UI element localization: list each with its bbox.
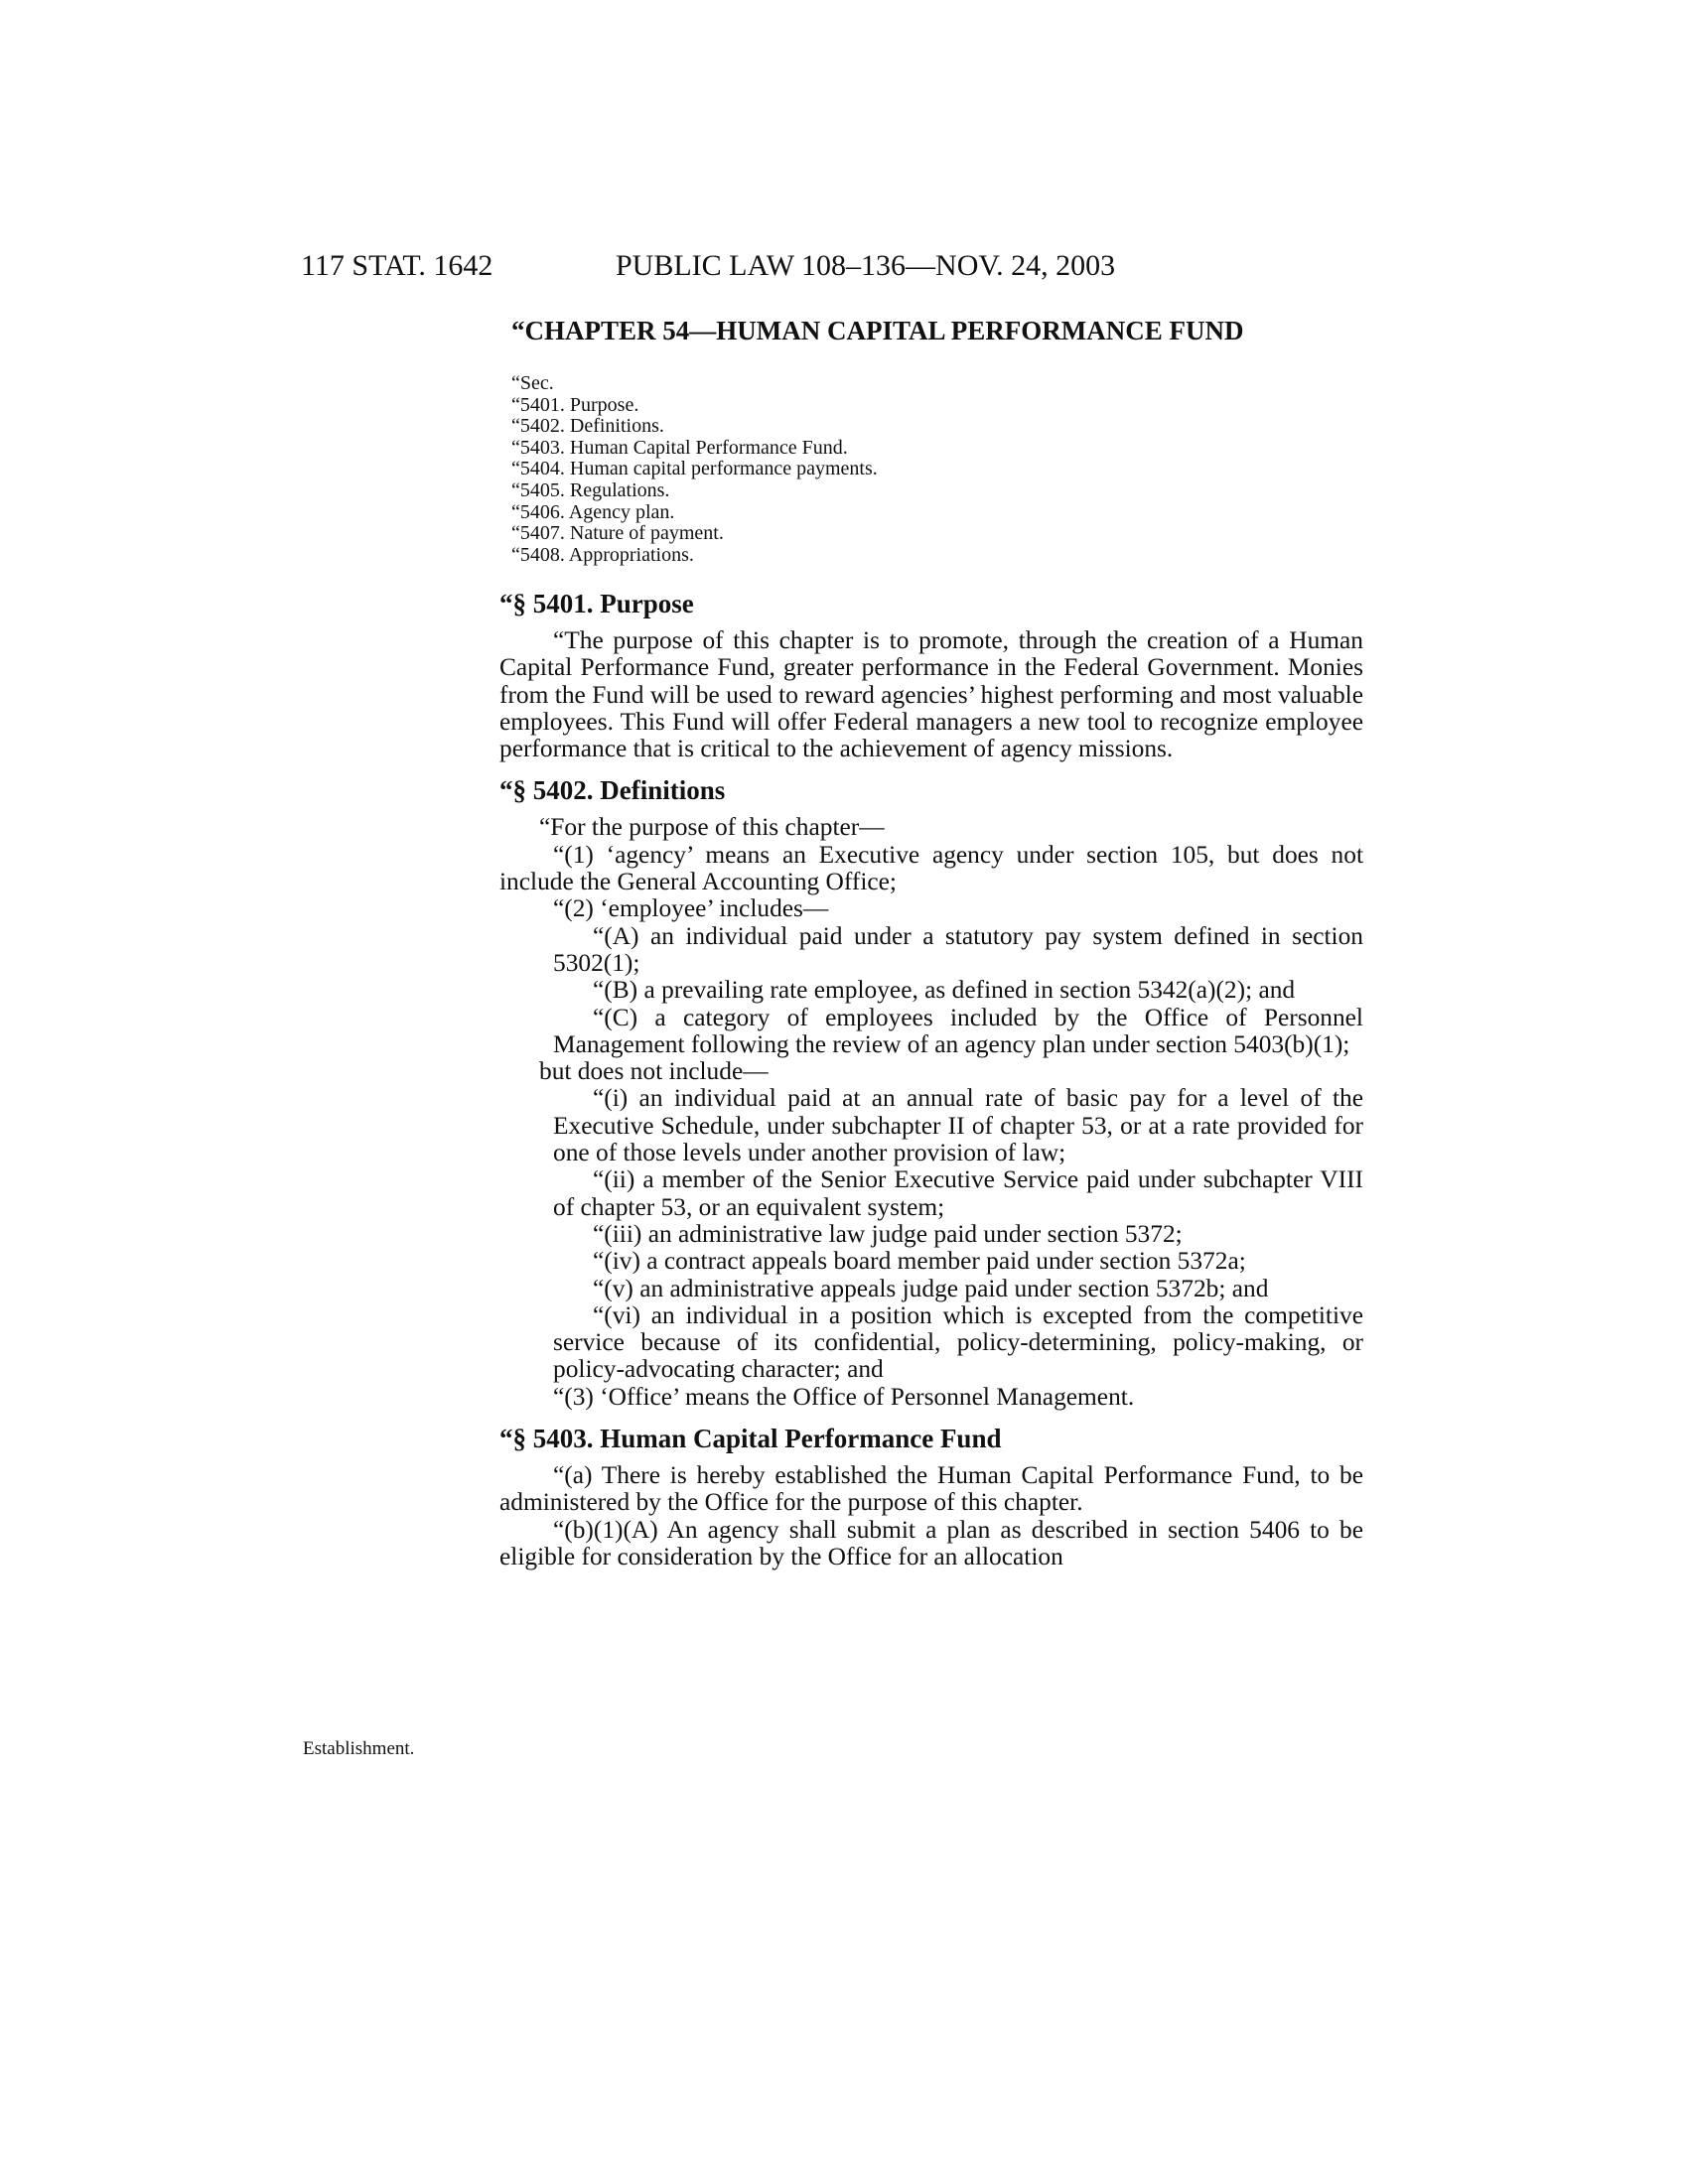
exclusions-intro: but does not include— xyxy=(539,1057,769,1086)
definition-3: “(3) ‘Office’ means the Office of Personnel Management. xyxy=(553,1382,1135,1411)
section-5403-a: “(a) There is hereby established the Human Capital Performance Fund, to be administered by the Office for the purpose of this chapter. xyxy=(499,1461,1363,1517)
definition-1: “(1) ‘agency’ means an Executive agency under section 105, but does not include the General Accounting Office; xyxy=(499,840,1363,896)
toc-entry: “5402. Definitions. xyxy=(511,415,664,438)
section-5401-text: “The purpose of this chapter is to promote, through the creation of a Human Capital Performance Fund, greater performance in the Federal Government. Monies from the Fund will be used to reward agencies’ highest performing and most valuable employees. This Fund will offer Federal managers a new tool to recognize employee performance that is critical to the achievement of agency missions. xyxy=(499,626,1363,763)
running-header: PUBLIC LAW 108–136—NOV. 24, 2003 xyxy=(616,249,1116,282)
definition-2a: “(A) an individual paid under a statutory pay system defined in section 5302(1); xyxy=(553,921,1363,977)
exclusion-vi: “(vi) an individual in a position which is excepted from the competitive service because of its confidential, policy-determining, policy-making, or policy-advocating character; and xyxy=(553,1300,1363,1384)
toc-entry: “5408. Appropriations. xyxy=(511,543,694,566)
toc-entry: “5405. Regulations. xyxy=(511,478,670,501)
exclusion-i: “(i) an individual paid at an annual rate of basic pay for a level of the Executive Schedule, under subchapter II of chapter 53, or at a rate provided for one of those levels under another provision of law; xyxy=(553,1084,1363,1167)
toc-entry: “5404. Human capital performance payments. xyxy=(511,458,878,480)
table-of-contents xyxy=(511,373,878,566)
definitions-intro: “For the purpose of this chapter— xyxy=(539,813,885,842)
exclusion-v: “(v) an administrative appeals judge paid under section 5372b; and xyxy=(593,1274,1269,1302)
chapter-title: “CHAPTER 54—HUMAN CAPITAL PERFORMANCE FUND xyxy=(511,316,1244,345)
toc-entry: “5403. Human Capital Performance Fund. xyxy=(511,436,848,459)
exclusion-iii: “(iii) an administrative law judge paid under section 5372; xyxy=(593,1219,1183,1248)
exclusion-iv: “(iv) a contract appeals board member paid under section 5372a; xyxy=(593,1247,1246,1276)
exclusion-ii: “(ii) a member of the Senior Executive Service paid under subchapter VIII of chapter 53, or an equivalent system; xyxy=(553,1165,1363,1221)
definition-2: “(2) ‘employee’ includes— xyxy=(553,894,829,923)
section-5402-heading: “§ 5402. Definitions xyxy=(499,775,726,806)
section-5403-heading: “§ 5403. Human Capital Performance Fund xyxy=(499,1424,1002,1454)
definition-2b: “(B) a prevailing rate employee, as defined in section 5342(a)(2); and xyxy=(593,976,1296,1005)
toc-entry: “5407. Nature of payment. xyxy=(511,522,724,545)
margin-note-establishment: Establishment. xyxy=(303,1738,415,1759)
definition-2c: “(C) a category of employees included by the Office of Personnel Management following the review of an agency plan under section 5403(b)(1); xyxy=(553,1003,1363,1058)
toc-entry: “Sec. xyxy=(511,372,554,394)
section-5401-heading: “§ 5401. Purpose xyxy=(499,589,694,618)
toc-entry: “5406. Agency plan. xyxy=(511,500,675,523)
page-stat-number: 117 STAT. 1642 xyxy=(301,249,493,282)
section-5403-b: “(b)(1)(A) An agency shall submit a plan as described in section 5406 to be eligible for consideration by the Office for an allocation xyxy=(499,1515,1363,1570)
toc-entry: “5401. Purpose. xyxy=(511,393,639,416)
statute-body xyxy=(499,582,1363,1570)
